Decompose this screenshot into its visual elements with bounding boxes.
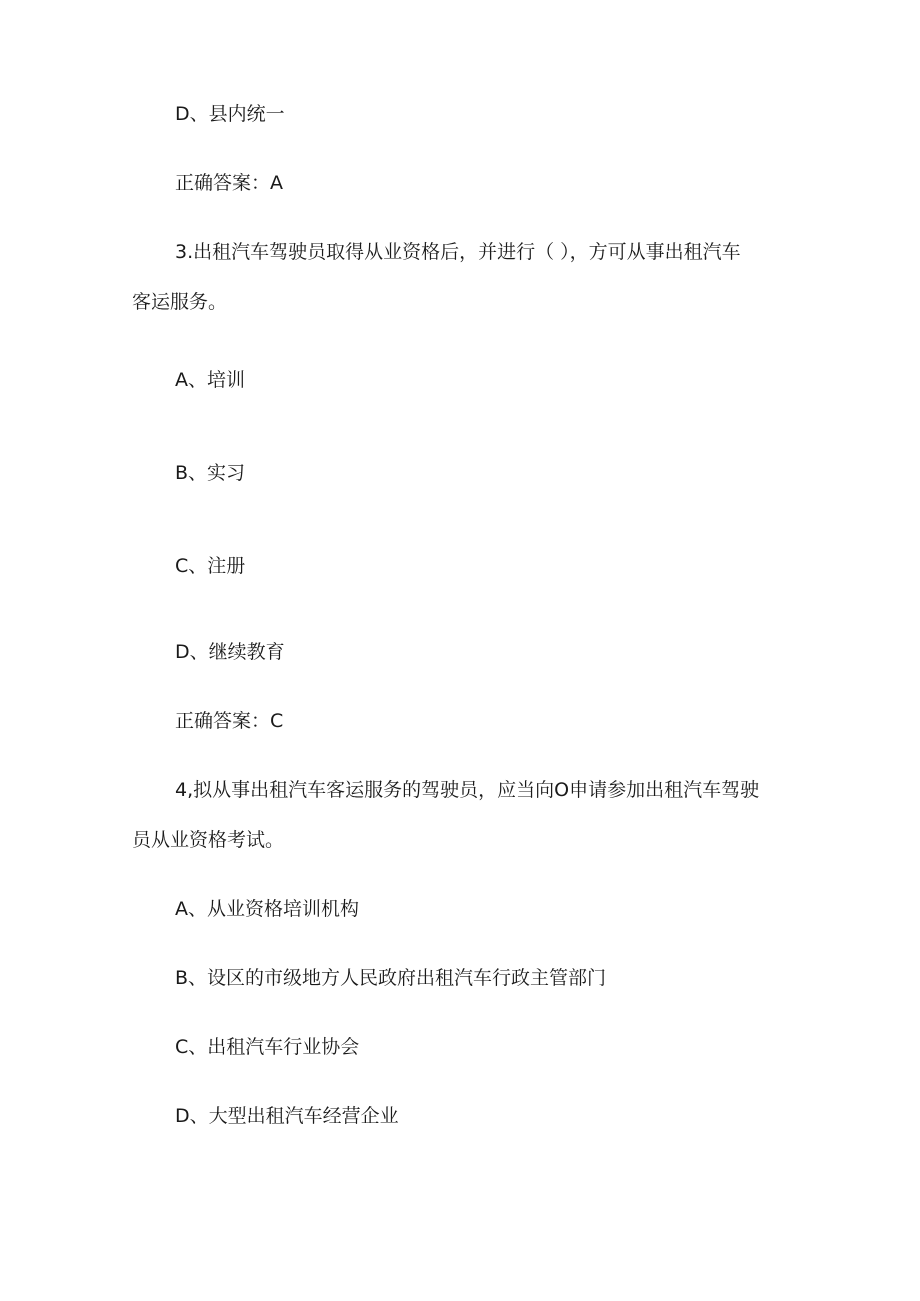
q2-answer: 正确答案：A [175, 172, 283, 194]
q3-text-line1: 3.出租汽车驾驶员取得从业资格后，并进行（ ），方可从事出租汽车 [175, 241, 741, 263]
q2-option-d: D、县内统一 [175, 103, 285, 125]
q4-option-a: A、从业资格培训机构 [175, 898, 359, 920]
q3-option-b: B、实习 [175, 462, 246, 484]
q4-option-d: D、大型出租汽车经营企业 [175, 1105, 399, 1127]
q4-text-line1: 4,拟从事出租汽车客运服务的驾驶员，应当向O申请参加出租汽车驾驶 [175, 779, 760, 801]
q3-option-c: C、注册 [175, 555, 246, 577]
q3-option-a: A、培训 [175, 369, 245, 391]
q4-option-b: B、设区的市级地方人民政府出租汽车行政主管部门 [175, 967, 607, 989]
q3-text-line2: 客运服务。 [132, 291, 228, 313]
q4-option-c: C、出租汽车行业协会 [175, 1036, 360, 1058]
q3-option-d: D、继续教育 [175, 641, 285, 663]
q3-answer: 正确答案：C [175, 710, 284, 732]
q4-text-line2: 员从业资格考试。 [132, 829, 285, 851]
